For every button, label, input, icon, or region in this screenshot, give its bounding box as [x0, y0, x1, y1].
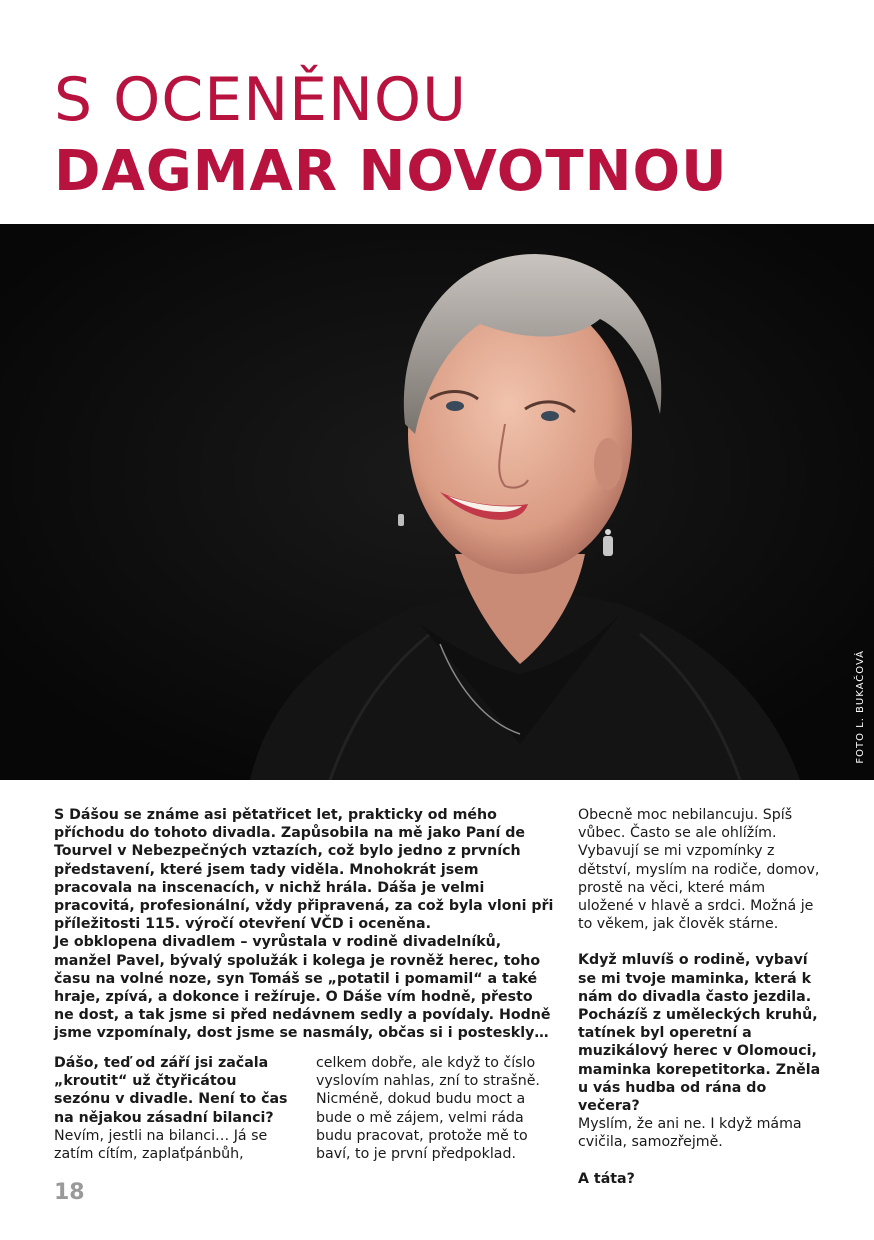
portrait-photo — [0, 224, 874, 780]
answer-1-part-1: Nevím, jestli na bilanci… Já se zatím cítím, zaplaťpánbůh, — [54, 1127, 268, 1163]
answer-2: Myslím, že ani ne. I když máma cvičila, samozřejmě. — [578, 1116, 802, 1151]
interview-column-2 — [316, 1054, 554, 1163]
title-line-1: S OCENĚNOU — [54, 65, 468, 135]
answer-1-part-2: celkem dobře, ale když to číslo vyslovím nahlas, zní to strašně. Nicméně, dokud budu moct a bude o mě zájem, velmi ráda budu pracovat, protože mě to baví, to je první předpoklad. — [316, 1055, 540, 1163]
intro-paragraph-2: Je obklopena divadlem – vyrůstala v rodině divadelníků, manžel Pavel, bývalý spolužák i kolega je rovněž herec, toho času na volné noze, syn Tomáš se „potatil i pomamil“ a také hraje, zpívá, a dokonce i režíruje. O Dáše vím hodně, přesto ne dost, a tak jsme si před nedávnem sedly a povídaly. Hodně jsme vzpomínaly, dost jsme se nasmály, občas si i posteskly… — [54, 934, 551, 1042]
question-1: Dášo, teď od září jsi začala „kroutit“ už čtyřicátou sezónu v divadle. Není to čas na nějakou zásadní bilanci? — [54, 1055, 288, 1126]
article-title — [54, 65, 728, 204]
intro-paragraph-1: S Dášou se známe asi pětatřicet let, prakticky od mého příchodu do tohoto divadla. Zapůsobila na mě jako Paní de Tourvel v Nebezpečných vztazích, což bylo jedno z prvních představení, které jsem tady viděla. Mnohokrát jsem pracovala na inscenacích, v nichž hrála. Dáša je velmi pracovitá, profesionální, vždy připravená, za což byla vloni při příležitosti 115. výročí otevření VČD i oceněna. — [54, 807, 554, 933]
interview-column-1 — [54, 1054, 290, 1163]
answer-1-part-3: Obecně moc nebilancuju. Spíš vůbec. Často se ale ohlížím. Vybavují se mi vzpomínky z dětství, myslím na rodiče, domov, prostě na věci, které mám uložené v hlavě a srdci. Možná je to věkem, jak člověk stárne. — [578, 807, 820, 933]
portrait-illustration — [0, 224, 874, 780]
interview-column-3 — [578, 806, 824, 1188]
title-line-2: DAGMAR NOVOTNOU — [54, 139, 728, 204]
question-3: A táta? — [578, 1170, 635, 1187]
page-number: 18 — [54, 1180, 85, 1205]
question-2: Když mluvíš o rodině, vybaví se mi tvoje maminka, která k nám do divadla často jezdila. Pocházíš z uměleckých kruhů, tatínek byl operetní a muzikálový herec v Olomouci, maminka korepetitorka. Zněla u vás hudba od rána do večera? — [578, 952, 821, 1115]
intro-column — [54, 806, 554, 1043]
photo-credit: FOTO L. BUKAČOVÁ — [855, 650, 866, 764]
